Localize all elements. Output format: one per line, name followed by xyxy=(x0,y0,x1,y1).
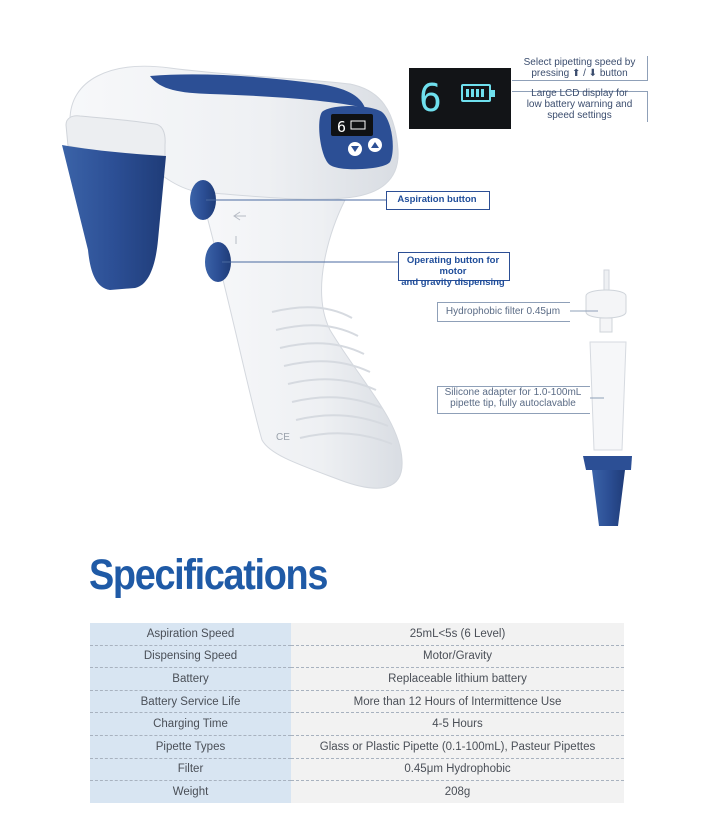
filter-illustration xyxy=(586,270,626,332)
spec-value: 4-5 Hours xyxy=(291,713,624,736)
table-row xyxy=(90,645,624,668)
spec-value: 0.45μm Hydrophobic xyxy=(291,758,624,781)
nozzle-blue xyxy=(62,145,166,290)
specifications-heading: Specifications xyxy=(89,551,328,599)
spec-label: Aspiration Speed xyxy=(90,623,291,645)
spec-value: More than 12 Hours of Intermittence Use xyxy=(291,690,624,713)
table-row xyxy=(90,668,624,691)
battery-level-bars xyxy=(466,89,486,97)
spec-value: 25mL<5s (6 Level) xyxy=(291,623,624,645)
spec-label: Pipette Types xyxy=(90,735,291,758)
ce-mark: CE xyxy=(276,432,290,443)
spec-label: Battery xyxy=(90,668,291,691)
table-row xyxy=(90,690,624,713)
lcd-callout-text: Large LCD display for low battery warning and speed settings xyxy=(526,88,633,121)
table-row xyxy=(90,713,624,736)
spec-label: Weight xyxy=(90,781,291,803)
specifications-table xyxy=(90,623,624,803)
adapter-callout-text: Silicone adapter for 1.0-100mL pipette tip, fully autoclavable xyxy=(444,387,582,409)
spec-label: Charging Time xyxy=(90,713,291,736)
table-row xyxy=(90,758,624,781)
speed-callout-text: Select pipetting speed by pressing ⬆ / ⬇ button xyxy=(523,57,636,79)
lcd-speed-digit: 6 xyxy=(419,76,442,120)
table-row xyxy=(90,623,624,645)
filter-callout-text: Hydrophobic filter 0.45μm xyxy=(445,306,561,317)
spec-value: Motor/Gravity xyxy=(291,645,624,668)
spec-value: 208g xyxy=(291,781,624,803)
device-lcd-digit: 6 xyxy=(337,118,347,136)
table-row xyxy=(90,781,624,803)
adapter-illustration xyxy=(583,342,632,526)
spec-value: Glass or Plastic Pipette (0.1-100mL), Pasteur Pipettes xyxy=(291,735,624,758)
spec-label: Filter xyxy=(90,758,291,781)
handle xyxy=(200,190,402,488)
spec-value: Replaceable lithium battery xyxy=(291,668,624,691)
spec-label: Dispensing Speed xyxy=(90,645,291,668)
spec-label: Battery Service Life xyxy=(90,690,291,713)
aspiration-callout-text: Aspiration button xyxy=(397,194,477,205)
table-row xyxy=(90,735,624,758)
operating-callout-text: Operating button for motor and gravity dispensing xyxy=(401,255,505,288)
